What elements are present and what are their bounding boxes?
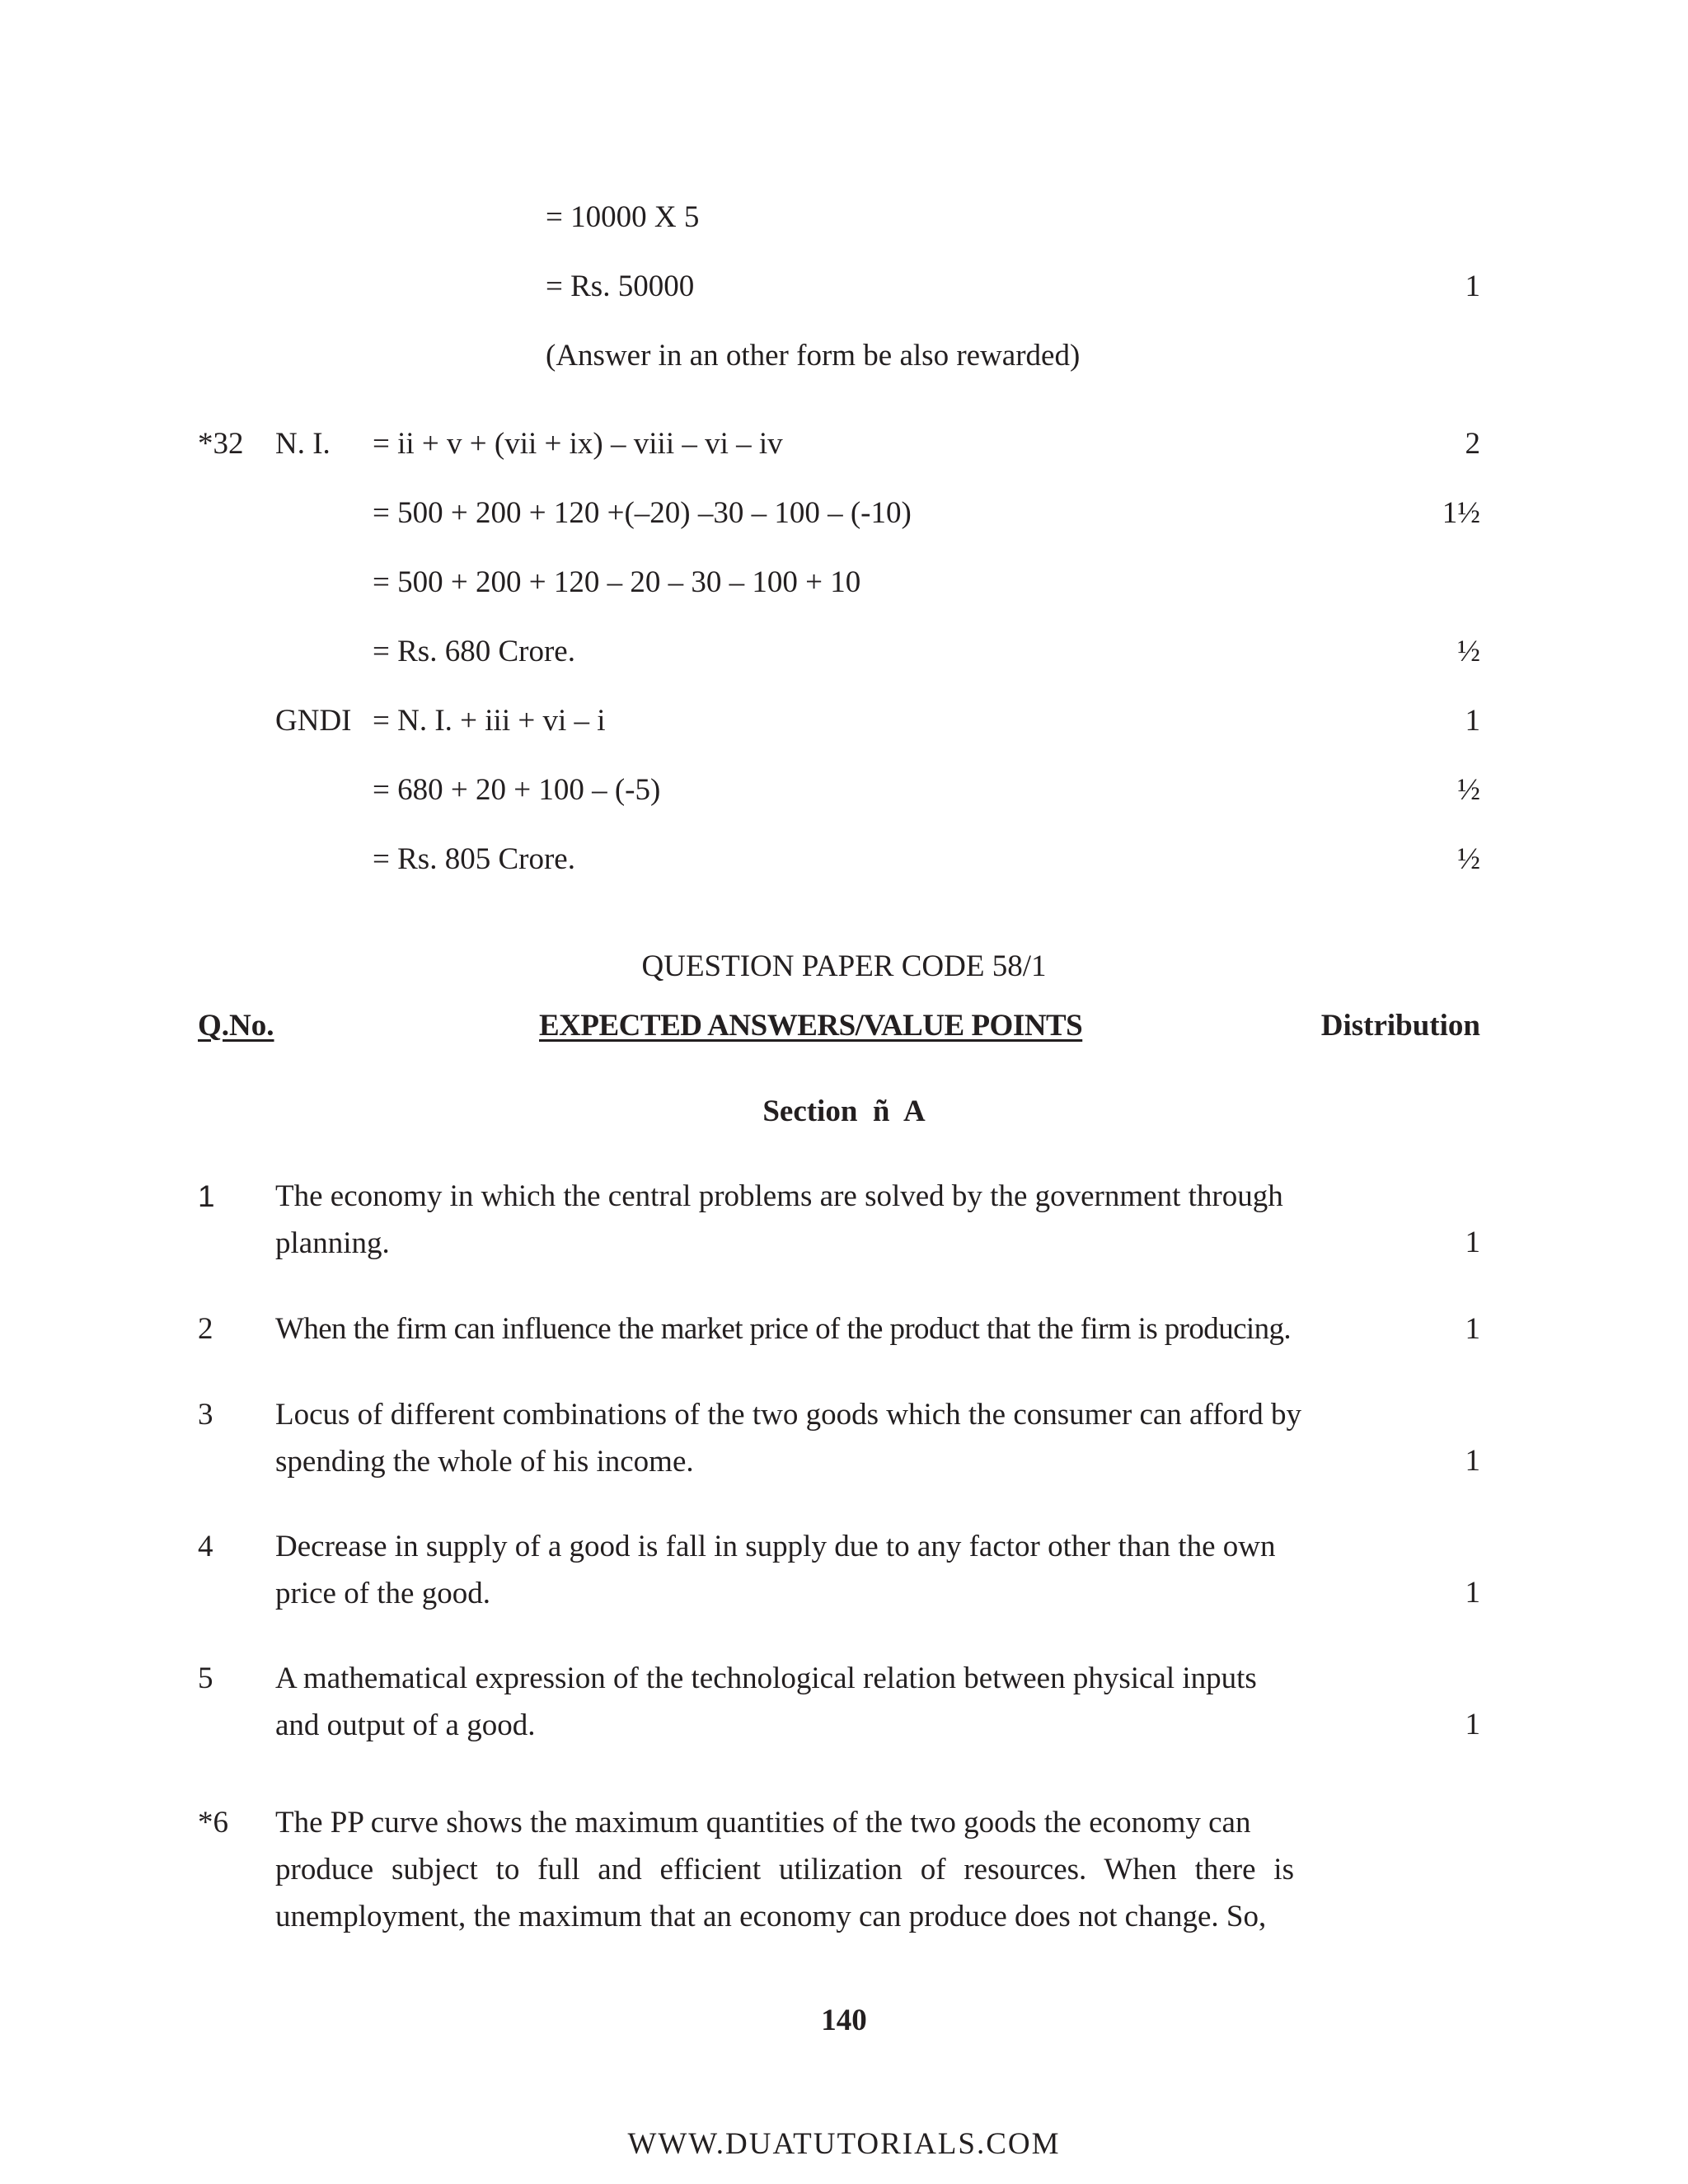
answer-4-number: 4 <box>198 1530 213 1563</box>
calc-line-2-mark: 1 <box>1465 269 1480 303</box>
answer-3-mark: 1 <box>1465 1444 1480 1478</box>
footer-url: WWW.DUATUTORIALS.COM <box>627 2127 1061 2161</box>
answer-2-mark: 1 <box>1465 1312 1480 1346</box>
answer-4-line-1: Decrease in supply of a good is fall in supply due to any factor other than the own <box>275 1530 1276 1563</box>
answer-5-number: 5 <box>198 1661 213 1695</box>
q32-ni-row-2: = 500 + 200 + 120 +(–20) –30 – 100 – (-10) <box>373 496 912 530</box>
answer-4-text <box>275 1523 1306 1617</box>
answer-4-mark: 1 <box>1465 1576 1480 1610</box>
page-number: 140 <box>821 2004 867 2037</box>
q32-gndi-row-2-mark: ½ <box>1457 773 1480 807</box>
q32-gndi-label: GNDI <box>275 704 352 738</box>
q32-gndi-row-3-mark: ½ <box>1457 842 1480 876</box>
answer-4-line-2: price of the good. <box>275 1577 490 1610</box>
answer-5-line-1: A mathematical expression of the technological relation between physical inputs <box>275 1661 1257 1695</box>
column-header-expected-answers: EXPECTED ANSWERS/VALUE POINTS <box>539 1009 1083 1043</box>
answer-2-number: 2 <box>198 1312 213 1346</box>
q32-ni-label: N. I. <box>275 427 331 461</box>
calc-line-1: = 10000 X 5 <box>546 200 700 234</box>
q32-ni-row-1-mark: 2 <box>1465 427 1480 461</box>
question-paper-code-title: QUESTION PAPER CODE 58/1 <box>641 949 1047 983</box>
column-header-distribution: Distribution <box>1320 1009 1480 1043</box>
answer-1-text <box>275 1173 1306 1267</box>
answer-3-line-1: Locus of different combinations of the two goods which the consumer can afford by <box>275 1398 1302 1432</box>
answer-1-line-2: planning. <box>275 1226 390 1260</box>
answer-5-line-2: and output of a good. <box>275 1708 536 1742</box>
answer-6-line-1: The PP curve shows the maximum quantities of the two goods the economy can <box>275 1806 1251 1840</box>
section-a-heading: Section ñ A <box>762 1094 926 1128</box>
q32-gndi-row-1: = N. I. + iii + vi – i <box>373 704 606 738</box>
answer-2-line-1: When the firm can influence the market price of the product that the firm is producing. <box>275 1312 1292 1346</box>
answer-1-line-1: The economy in which the central problems are solved by the government through <box>275 1179 1283 1213</box>
answer-5-mark: 1 <box>1465 1708 1480 1741</box>
answer-6-line-2: produce subject to full and efficient utilization of resources. When there is <box>275 1853 1294 1886</box>
answer-6-text <box>275 1799 1294 1940</box>
q32-ni-row-3: = 500 + 200 + 120 – 20 – 30 – 100 + 10 <box>373 565 861 599</box>
q32-gndi-row-2: = 680 + 20 + 100 – (-5) <box>373 773 661 807</box>
answer-5-text <box>275 1655 1306 1749</box>
q32-ni-row-1: = ii + v + (vii + ix) – viii – vi – iv <box>373 427 783 461</box>
q32-number: *32 <box>198 427 244 461</box>
answer-3-text <box>275 1391 1306 1485</box>
calc-line-2: = Rs. 50000 <box>546 269 695 303</box>
answer-3-number: 3 <box>198 1398 213 1432</box>
q32-gndi-row-1-mark: 1 <box>1465 704 1480 738</box>
answer-2-text <box>275 1305 1429 1352</box>
answer-1-number: 1 <box>198 1179 215 1213</box>
q32-ni-row-4: = Rs. 680 Crore. <box>373 635 575 668</box>
answer-6-number: *6 <box>198 1806 228 1840</box>
column-header-qno: Q.No. <box>198 1009 274 1043</box>
q32-ni-row-4-mark: ½ <box>1457 635 1480 668</box>
answer-1-mark: 1 <box>1465 1226 1480 1259</box>
answer-3-line-2: spending the whole of his income. <box>275 1445 694 1479</box>
calc-line-3-note: (Answer in an other form be also rewarded) <box>546 339 1081 373</box>
q32-gndi-row-3: = Rs. 805 Crore. <box>373 842 575 876</box>
answer-6-line-3: unemployment, the maximum that an economy can produce does not change. So, <box>275 1900 1267 1933</box>
q32-ni-row-2-mark: 1½ <box>1442 496 1480 530</box>
